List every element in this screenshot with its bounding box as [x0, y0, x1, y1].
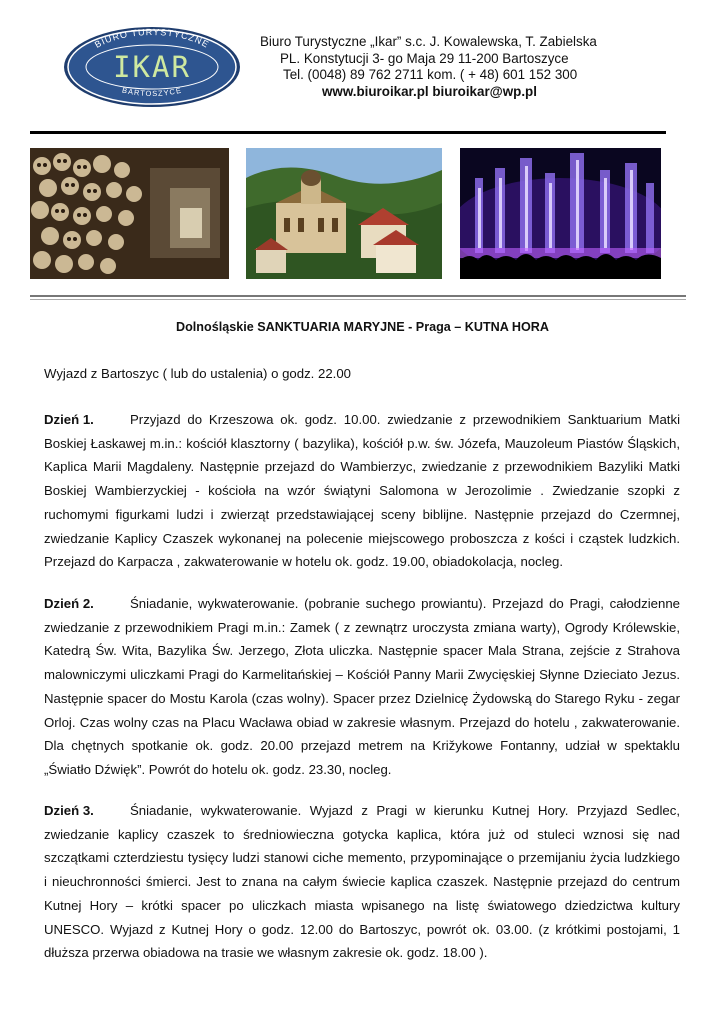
logo-main-text: IKAR [113, 50, 191, 84]
day-2-label: Dzień 2. [44, 596, 94, 611]
trip-title: Dolnośląskie SANKTUARIA MARYJNE - Praga – KUTNA HORA [176, 320, 549, 334]
photos-divider [30, 295, 686, 297]
day-1-paragraph [44, 408, 680, 574]
ikar-logo [62, 25, 242, 109]
departure-info: Wyjazd z Bartoszyc ( lub do ustalenia) o godz. 22.00 [44, 366, 352, 381]
ossuary-photo [30, 148, 229, 279]
fountain-show-photo [460, 148, 661, 279]
company-name: Biuro Turystyczne „Ikar” s.c. J. Kowalewska, T. Zabielska [260, 34, 597, 49]
header-divider [30, 131, 666, 134]
logo-top-text: BIURO TURYSTYCZNE [92, 26, 212, 50]
company-web-email[interactable]: www.biuroikar.pl biuroikar@wp.pl [322, 83, 537, 99]
company-address: PL. Konstytucji 3- go Maja 29 11-200 Bartoszyce [280, 50, 569, 66]
day-3-paragraph [44, 799, 680, 965]
day-2-text: Śniadanie, wykwaterowanie. (pobranie suchego prowiantu). Przejazd do Pragi, całodzienne zwiedzanie z przewodnikiem Pragi m.in.: Zamek ( z zewnątrz uroczysta zmiana warty), Ogrody Królewskie, Katedrą Św. Wita, Bazylika Św. Jerzego, Złota uliczka. Następnie spacer Mala Strana, zejście z Strahova malowniczymi uliczkami Pragi do Karmelitańskiej – Kościół Panny Marii Zwycięskiej Słynne Dzieciato Jezus. Następnie spacer do Mostu Karola (czas wolny). Spacer przez Dzielnicę Żydowską do Starego Ryku - zegar Orloj. Czas wolny czas na Placu Wacława obiad w zakresie własnym. Przejazd do hotelu , zakwaterowanie. Dla chętnych spotkanie ok. godz. 20.00 przejazd metrem na Križykowe Fontanny, udział w spektaklu „Światło Dźwięk”. Powrót do hotelu ok. godz. 23.30, nocleg. [44, 596, 680, 777]
day-1-label: Dzień 1. [44, 412, 94, 427]
day-2-paragraph [44, 592, 680, 782]
company-phone: Tel. (0048) 89 762 2711 kom. ( + 48) 601 152 300 [283, 67, 578, 82]
photos-divider-thin [30, 299, 686, 300]
company-header [250, 34, 690, 100]
day-3-label: Dzień 3. [44, 803, 94, 818]
day-3-text: Śniadanie, wykwaterowanie. Wyjazd z Pragi w kierunku Kutnej Hory. Przyjazd Sedlec, zwiedzanie kaplicy czaszek to średniowieczna gotycka kaplica, która już od stuleci wznosi się nad szczątkami czterdziestu tysięcy ludzi stanowi ciche memento, przypominające o przemijaniu życia ludzkiego i nieuchronności śmierci. Jest to znana na całym świecie kaplica czaszek. Następnie przejazd do centrum Kutnej Hory – krótki spacer po uliczkach miasta wpisanego na listę światowego dziedzictwa kultury UNESCO. Wyjazd z Kutnej Hory o godz. 12.00 do Bartoszyc, powrót ok. 03.00. (z krótkimi postojami, 1 dłuższa przerwa obiadowa na trasie we własnym zakresie ok. godz. 18.00 ). [44, 803, 680, 961]
day-1-text: Przyjazd do Krzeszowa ok. godz. 10.00. zwiedzanie z przewodnikiem Sanktuarium Matki Boskiej Łaskawej m.in.: kościół klasztorny ( bazylika), kościół p.w. św. Józefa, Mauzoleum Piastów Śląskich, Kaplica Marii Magdaleny. Następnie przejazd do Wambierzyc, zwiedzanie z przewodnikiem Bazyliki Matki Boskiej Wambierzyckiej - kościoła na wzór świątyni Salomona w Jerozolimie . Zwiedzanie szopki z ruchomymi figurkami ludzi i zwierząt przedstawiającej sceny biblijne. Następnie przejazd do Czermnej, zwiedzanie Kaplicy Czaszek wykonanej na polecenie miejscowego proboszcza z kości i cząstek ludzkich. Przejazd do Karpacza , zakwaterowanie w hotelu ok. godz. 19.00, obiadokolacja, nocleg. [44, 412, 680, 570]
basilica-photo [246, 148, 442, 279]
logo-bottom-text: BARTOSZYCE [121, 85, 183, 98]
